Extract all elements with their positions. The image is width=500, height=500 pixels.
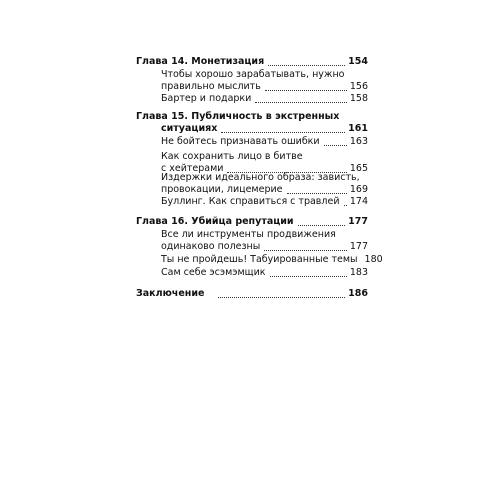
- toc-section[interactable]: [161, 254, 383, 266]
- dot-leader: [324, 144, 347, 146]
- toc-chapter-15-line: Глава 15. Публичность в экстренных: [136, 111, 340, 122]
- page-number: 156: [349, 81, 368, 92]
- toc-section[interactable]: [161, 93, 368, 105]
- toc-conclusion[interactable]: [136, 288, 368, 300]
- toc-section[interactable]: [161, 81, 368, 93]
- toc-chapter-16[interactable]: [136, 216, 368, 228]
- dot-leader: [265, 89, 347, 91]
- page-number: 163: [349, 136, 368, 147]
- toc-chapter-14[interactable]: [136, 56, 368, 68]
- toc-section[interactable]: [161, 241, 368, 253]
- section-title: Буллинг. Как справиться с травлей: [161, 196, 340, 207]
- dot-leader: [270, 275, 347, 277]
- page-number: 180: [364, 254, 383, 265]
- section-title: правильно мыслить: [161, 81, 261, 92]
- toc-section[interactable]: [161, 196, 368, 208]
- toc-section[interactable]: [161, 184, 368, 196]
- section-title: Бартер и подарки: [161, 93, 252, 104]
- dot-leader: [264, 249, 347, 251]
- dot-leader: [287, 192, 347, 194]
- section-title: с хейтерами: [161, 163, 224, 174]
- section-title: Не бойтесь признавать ошибки: [161, 136, 320, 147]
- page-number: 186: [348, 288, 368, 299]
- section-title: Ты не пройдешь! Табуированные темы: [161, 254, 358, 265]
- page-number: 174: [349, 196, 368, 207]
- toc-section-line: Как сохранить лицо в битве: [161, 151, 303, 162]
- page-number: 169: [349, 184, 368, 195]
- dot-leader: [344, 204, 347, 206]
- page-number: 177: [349, 241, 368, 252]
- section-title: одинаково полезны: [161, 241, 261, 252]
- chapter-title: Глава 16. Убийца репутации: [136, 216, 294, 227]
- toc-chapter-15[interactable]: [161, 123, 368, 135]
- page-number: 165: [349, 163, 368, 174]
- dot-leader: [255, 101, 347, 103]
- page-number: 158: [349, 93, 368, 104]
- dot-leader: [218, 296, 345, 298]
- section-title: провокации, лицемерие: [161, 184, 283, 195]
- page-number: 177: [348, 216, 368, 227]
- toc-section-line: Издержки идеального образа: зависть,: [161, 172, 360, 183]
- chapter-title: ситуациях: [161, 123, 218, 134]
- page-number: 154: [348, 56, 368, 67]
- toc-section-line: Чтобы хорошо зарабатывать, нужно: [161, 69, 345, 80]
- toc-section[interactable]: [161, 136, 368, 148]
- toc-section[interactable]: [161, 267, 368, 279]
- dot-leader: [298, 224, 346, 226]
- chapter-title: Глава 14. Монетизация: [136, 56, 265, 67]
- page-number: 183: [349, 267, 368, 278]
- dot-leader: [221, 131, 345, 133]
- page-number: 161: [348, 123, 368, 134]
- chapter-title: Заключение: [136, 288, 205, 299]
- dot-leader: [268, 64, 345, 66]
- toc-section-line: Все ли инструменты продвижения: [161, 229, 336, 240]
- section-title: Сам себе эсэмэмщик: [161, 267, 266, 278]
